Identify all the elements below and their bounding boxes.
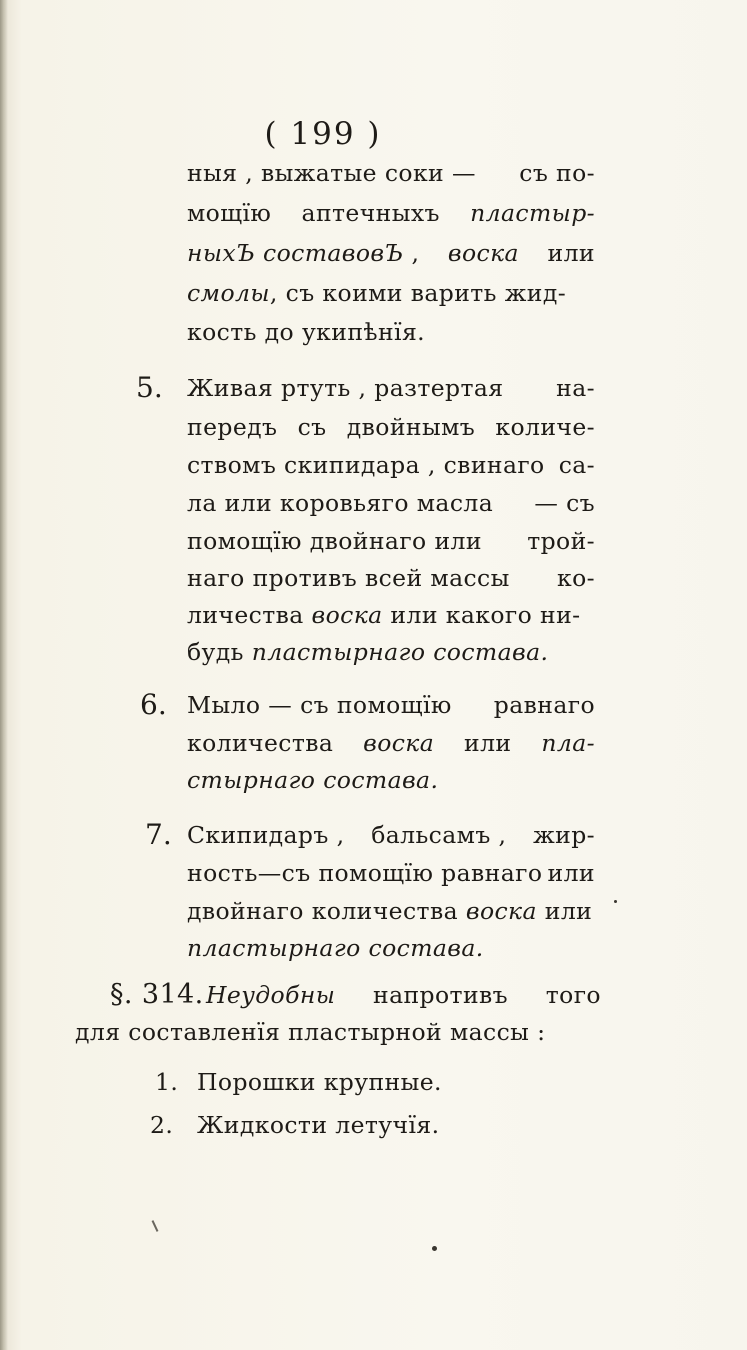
text-line: ность—съ помощїю равнаго или <box>187 859 595 887</box>
text-line: Мыло — съ помощїю равнаго <box>187 691 595 719</box>
page-number: ( 199 ) <box>264 116 382 152</box>
text-line: двойнаго количества воска или <box>187 897 593 925</box>
ink-speck <box>432 1246 437 1251</box>
list-item-number: 5. <box>136 371 163 404</box>
ink-speck <box>614 900 617 903</box>
text-line: Неудобны напротивъ того <box>206 981 601 1009</box>
text-line: будь пластырнаго состава. <box>187 638 549 666</box>
ink-mark <box>152 1220 159 1232</box>
text-line: наго противъ всей массы ко- <box>187 564 595 592</box>
section-mark: §. 314. <box>110 979 204 1010</box>
list-item: Жидкости летучїя. <box>197 1111 440 1139</box>
page-gutter-shadow <box>0 0 8 1350</box>
text-line: Живая ртуть , разтертая на- <box>187 374 595 402</box>
text-line: ла или коровьяго масла — съ <box>187 489 595 517</box>
text-line: смолы, съ коими варить жид- <box>187 279 567 307</box>
list-item-number: 6. <box>140 688 167 721</box>
text-line: кость до укипѣнїя. <box>187 318 426 346</box>
text-line: ныя , выжатые соки — съ по- <box>187 159 595 187</box>
list-item-number: 2. <box>150 1111 174 1139</box>
text-line: ствомъ скипидара , свинаго са- <box>187 451 595 479</box>
text-line: передъ съ двойнымъ количе- <box>187 413 595 441</box>
text-line: стырнаго состава. <box>187 766 439 794</box>
text-line: помощїю двойнаго или трой- <box>187 527 595 555</box>
text-line: мощїю аптечныхъ пластыр- <box>187 199 595 227</box>
text-line: пластырнаго состава. <box>187 934 484 962</box>
list-item-number: 7. <box>145 818 172 851</box>
list-item: Порошки крупные. <box>197 1068 442 1096</box>
list-item-number: 1. <box>155 1068 179 1096</box>
text-line: для составленїя пластырной массы : <box>75 1018 546 1046</box>
text-line: количества воска или пла- <box>187 729 595 757</box>
text-line: Скипидаръ , бальсамъ , жир- <box>187 821 595 849</box>
text-line: личества воска или какого ни- <box>187 601 581 629</box>
text-line: ныхЪ составовЪ , воска или <box>187 239 595 267</box>
